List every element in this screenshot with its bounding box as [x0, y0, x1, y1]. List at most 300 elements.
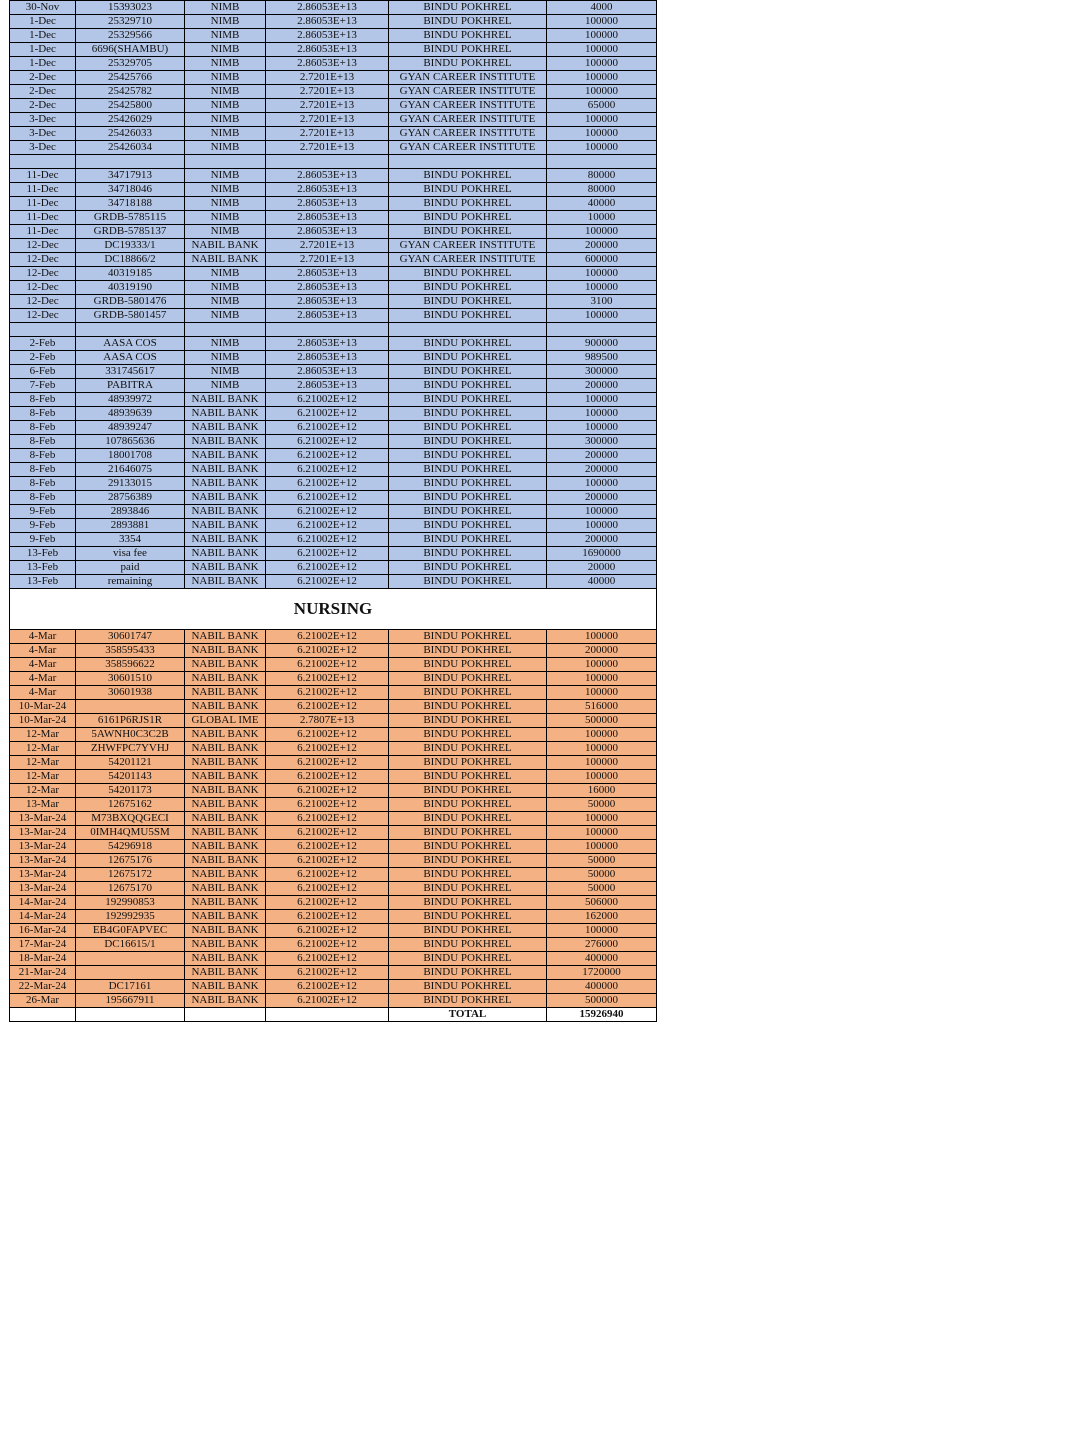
amount-cell: 100000: [547, 505, 657, 519]
bank-cell: NABIL BANK: [185, 449, 266, 463]
name-cell: BINDU POKHREL: [389, 547, 547, 561]
account-cell: 6.21002E+12: [266, 952, 389, 966]
table-row: [10, 99, 657, 113]
reference-cell: 331745617: [76, 365, 185, 379]
account-cell: 6.21002E+12: [266, 938, 389, 952]
account-cell: 6.21002E+12: [266, 756, 389, 770]
account-cell: 6.21002E+12: [266, 561, 389, 575]
date-cell: 17-Mar-24: [10, 938, 76, 952]
account-cell: 2.86053E+13: [266, 365, 389, 379]
reference-cell: 2893846: [76, 505, 185, 519]
account-cell: 2.86053E+13: [266, 169, 389, 183]
amount-cell: 100000: [547, 826, 657, 840]
bank-cell: NABIL BANK: [185, 770, 266, 784]
name-cell: BINDU POKHREL: [389, 463, 547, 477]
reference-cell: 5AWNH0C3C2B: [76, 728, 185, 742]
account-cell: 6.21002E+12: [266, 700, 389, 714]
bank-cell: NABIL BANK: [185, 700, 266, 714]
name-cell: BINDU POKHREL: [389, 728, 547, 742]
amount-cell: 989500: [547, 351, 657, 365]
reference-cell: 21646075: [76, 463, 185, 477]
account-cell: 6.21002E+12: [266, 840, 389, 854]
account-cell: 6.21002E+12: [266, 644, 389, 658]
name-cell: BINDU POKHREL: [389, 714, 547, 728]
amount-cell: [547, 155, 657, 169]
table-row: [10, 924, 657, 938]
account-cell: 6.21002E+12: [266, 672, 389, 686]
name-cell: BINDU POKHREL: [389, 938, 547, 952]
table-row: [10, 644, 657, 658]
date-cell: 4-Mar: [10, 672, 76, 686]
account-cell: 2.7201E+13: [266, 71, 389, 85]
reference-cell: 48939972: [76, 393, 185, 407]
reference-cell: 34717913: [76, 169, 185, 183]
section-heading-row: [10, 589, 657, 630]
table-row: [10, 449, 657, 463]
bank-cell: NABIL BANK: [185, 812, 266, 826]
bank-cell: NIMB: [185, 295, 266, 309]
reference-cell: 25426034: [76, 141, 185, 155]
amount-cell: 100000: [547, 15, 657, 29]
table-row: [10, 910, 657, 924]
amount-cell: 100000: [547, 672, 657, 686]
date-cell: 3-Dec: [10, 113, 76, 127]
bank-cell: NABIL BANK: [185, 672, 266, 686]
table-row: [10, 686, 657, 700]
reference-cell: AASA COS: [76, 351, 185, 365]
table-row: [10, 421, 657, 435]
date-cell: 21-Mar-24: [10, 966, 76, 980]
name-cell: BINDU POKHREL: [389, 29, 547, 43]
reference-cell: [76, 700, 185, 714]
bank-cell: NIMB: [185, 225, 266, 239]
table-row: [10, 770, 657, 784]
bank-cell: NABIL BANK: [185, 253, 266, 267]
bank-cell: NIMB: [185, 1, 266, 15]
table-row: [10, 1, 657, 15]
amount-cell: 100000: [547, 840, 657, 854]
name-cell: BINDU POKHREL: [389, 449, 547, 463]
date-cell: 12-Dec: [10, 253, 76, 267]
date-cell: 1-Dec: [10, 15, 76, 29]
name-cell: GYAN CAREER INSTITUTE: [389, 71, 547, 85]
amount-cell: 900000: [547, 337, 657, 351]
name-cell: BINDU POKHREL: [389, 868, 547, 882]
bank-cell: NABIL BANK: [185, 756, 266, 770]
name-cell: GYAN CAREER INSTITUTE: [389, 253, 547, 267]
amount-cell: 500000: [547, 714, 657, 728]
bank-cell: [185, 155, 266, 169]
date-cell: 2-Feb: [10, 337, 76, 351]
bank-cell: NABIL BANK: [185, 547, 266, 561]
name-cell: GYAN CAREER INSTITUTE: [389, 239, 547, 253]
table-row: [10, 952, 657, 966]
table-row: [10, 966, 657, 980]
name-cell: BINDU POKHREL: [389, 43, 547, 57]
reference-cell: [76, 966, 185, 980]
account-cell: 2.86053E+13: [266, 225, 389, 239]
amount-cell: 100000: [547, 309, 657, 323]
table-row: [10, 826, 657, 840]
account-cell: 2.7201E+13: [266, 113, 389, 127]
account-cell: 6.21002E+12: [266, 491, 389, 505]
name-cell: BINDU POKHREL: [389, 505, 547, 519]
bank-cell: NABIL BANK: [185, 784, 266, 798]
reference-cell: 192992935: [76, 910, 185, 924]
account-cell: 6.21002E+12: [266, 519, 389, 533]
reference-cell: 34718046: [76, 183, 185, 197]
table-row: [10, 169, 657, 183]
account-cell: 6.21002E+12: [266, 882, 389, 896]
account-cell: 2.86053E+13: [266, 295, 389, 309]
bank-cell: NABIL BANK: [185, 491, 266, 505]
name-cell: BINDU POKHREL: [389, 630, 547, 644]
date-cell: 12-Dec: [10, 281, 76, 295]
amount-cell: 400000: [547, 952, 657, 966]
name-cell: BINDU POKHREL: [389, 798, 547, 812]
account-cell: 2.7201E+13: [266, 85, 389, 99]
bank-cell: NIMB: [185, 15, 266, 29]
name-cell: BINDU POKHREL: [389, 351, 547, 365]
amount-cell: 100000: [547, 113, 657, 127]
bank-cell: NIMB: [185, 211, 266, 225]
amount-cell: [547, 323, 657, 337]
amount-cell: 100000: [547, 658, 657, 672]
name-cell: BINDU POKHREL: [389, 994, 547, 1008]
account-cell: 2.7201E+13: [266, 141, 389, 155]
date-cell: 8-Feb: [10, 407, 76, 421]
reference-cell: 40319185: [76, 267, 185, 281]
amount-cell: 500000: [547, 994, 657, 1008]
name-cell: BINDU POKHREL: [389, 700, 547, 714]
reference-cell: remaining: [76, 575, 185, 589]
amount-cell: 100000: [547, 519, 657, 533]
bank-cell: NABIL BANK: [185, 505, 266, 519]
table-row: [10, 840, 657, 854]
bank-cell: NABIL BANK: [185, 840, 266, 854]
date-cell: 9-Feb: [10, 505, 76, 519]
table-row: [10, 896, 657, 910]
amount-cell: 10000: [547, 211, 657, 225]
account-cell: 2.7807E+13: [266, 714, 389, 728]
reference-cell: M73BXQQGECI: [76, 812, 185, 826]
reference-cell: 358596622: [76, 658, 185, 672]
amount-cell: 4000: [547, 1, 657, 15]
date-cell: 8-Feb: [10, 393, 76, 407]
date-cell: 1-Dec: [10, 57, 76, 71]
spacer-row: [10, 323, 657, 337]
date-cell: 2-Dec: [10, 99, 76, 113]
amount-cell: 200000: [547, 644, 657, 658]
reference-cell: 30601747: [76, 630, 185, 644]
reference-cell: 195667911: [76, 994, 185, 1008]
account-cell: 6.21002E+12: [266, 742, 389, 756]
reference-cell: DC17161: [76, 980, 185, 994]
reference-cell: 25329710: [76, 15, 185, 29]
name-cell: BINDU POKHREL: [389, 421, 547, 435]
name-cell: BINDU POKHREL: [389, 910, 547, 924]
account-cell: 2.86053E+13: [266, 211, 389, 225]
date-cell: 11-Dec: [10, 169, 76, 183]
date-cell: 8-Feb: [10, 491, 76, 505]
amount-cell: 100000: [547, 477, 657, 491]
empty-cell: [76, 1008, 185, 1022]
name-cell: BINDU POKHREL: [389, 477, 547, 491]
reference-cell: 6161P6RJS1R: [76, 714, 185, 728]
amount-cell: 3100: [547, 295, 657, 309]
account-cell: 6.21002E+12: [266, 826, 389, 840]
reference-cell: 25426029: [76, 113, 185, 127]
table-body: [10, 1, 657, 1022]
amount-cell: 80000: [547, 183, 657, 197]
date-cell: 9-Feb: [10, 533, 76, 547]
account-cell: 6.21002E+12: [266, 547, 389, 561]
table-row: [10, 379, 657, 393]
account-cell: 2.86053E+13: [266, 43, 389, 57]
date-cell: 14-Mar-24: [10, 896, 76, 910]
bank-cell: NIMB: [185, 71, 266, 85]
date-cell: 11-Dec: [10, 211, 76, 225]
date-cell: 13-Mar-24: [10, 826, 76, 840]
reference-cell: GRDB-5785115: [76, 211, 185, 225]
reference-cell: GRDB-5801457: [76, 309, 185, 323]
table-row: [10, 197, 657, 211]
amount-cell: 200000: [547, 239, 657, 253]
account-cell: 6.21002E+12: [266, 924, 389, 938]
name-cell: BINDU POKHREL: [389, 491, 547, 505]
name-cell: BINDU POKHREL: [389, 882, 547, 896]
account-cell: 6.21002E+12: [266, 868, 389, 882]
table-row: [10, 672, 657, 686]
amount-cell: 100000: [547, 812, 657, 826]
date-cell: [10, 155, 76, 169]
table-row: [10, 700, 657, 714]
name-cell: BINDU POKHREL: [389, 756, 547, 770]
bank-cell: NABIL BANK: [185, 533, 266, 547]
table-row: [10, 784, 657, 798]
bank-cell: NABIL BANK: [185, 868, 266, 882]
table-row: [10, 477, 657, 491]
table-row: [10, 519, 657, 533]
date-cell: 11-Dec: [10, 197, 76, 211]
name-cell: BINDU POKHREL: [389, 519, 547, 533]
date-cell: 2-Dec: [10, 85, 76, 99]
account-cell: 2.86053E+13: [266, 197, 389, 211]
account-cell: 6.21002E+12: [266, 994, 389, 1008]
table-row: [10, 882, 657, 896]
bank-cell: NABIL BANK: [185, 644, 266, 658]
date-cell: 3-Dec: [10, 127, 76, 141]
table-row: [10, 812, 657, 826]
date-cell: 6-Feb: [10, 365, 76, 379]
bank-cell: NABIL BANK: [185, 980, 266, 994]
date-cell: 30-Nov: [10, 1, 76, 15]
bank-cell: NABIL BANK: [185, 910, 266, 924]
account-cell: 2.86053E+13: [266, 281, 389, 295]
table-row: [10, 658, 657, 672]
date-cell: 13-Mar-24: [10, 882, 76, 896]
bank-cell: NABIL BANK: [185, 994, 266, 1008]
reference-cell: 29133015: [76, 477, 185, 491]
date-cell: 13-Feb: [10, 575, 76, 589]
table-row: [10, 267, 657, 281]
reference-cell: 18001708: [76, 449, 185, 463]
bank-cell: NABIL BANK: [185, 575, 266, 589]
reference-cell: 358595433: [76, 644, 185, 658]
amount-cell: 100000: [547, 225, 657, 239]
date-cell: 12-Mar: [10, 784, 76, 798]
amount-cell: 200000: [547, 533, 657, 547]
reference-cell: 54201143: [76, 770, 185, 784]
name-cell: BINDU POKHREL: [389, 896, 547, 910]
reference-cell: DC18866/2: [76, 253, 185, 267]
date-cell: 13-Mar-24: [10, 812, 76, 826]
name-cell: BINDU POKHREL: [389, 575, 547, 589]
account-cell: 6.21002E+12: [266, 784, 389, 798]
name-cell: BINDU POKHREL: [389, 309, 547, 323]
bank-cell: NABIL BANK: [185, 407, 266, 421]
account-cell: 6.21002E+12: [266, 812, 389, 826]
date-cell: 10-Mar-24: [10, 700, 76, 714]
bank-cell: NABIL BANK: [185, 924, 266, 938]
amount-cell: 100000: [547, 770, 657, 784]
name-cell: BINDU POKHREL: [389, 225, 547, 239]
name-cell: BINDU POKHREL: [389, 197, 547, 211]
date-cell: 13-Feb: [10, 561, 76, 575]
account-cell: 6.21002E+12: [266, 980, 389, 994]
amount-cell: 100000: [547, 57, 657, 71]
table-row: [10, 211, 657, 225]
date-cell: 26-Mar: [10, 994, 76, 1008]
name-cell: BINDU POKHREL: [389, 812, 547, 826]
table-row: [10, 85, 657, 99]
reference-cell: 2893881: [76, 519, 185, 533]
date-cell: 12-Mar: [10, 770, 76, 784]
reference-cell: 25425800: [76, 99, 185, 113]
name-cell: GYAN CAREER INSTITUTE: [389, 141, 547, 155]
bank-cell: NIMB: [185, 351, 266, 365]
table-row: [10, 868, 657, 882]
name-cell: BINDU POKHREL: [389, 840, 547, 854]
account-cell: 6.21002E+12: [266, 896, 389, 910]
name-cell: GYAN CAREER INSTITUTE: [389, 85, 547, 99]
amount-cell: 100000: [547, 407, 657, 421]
amount-cell: 300000: [547, 365, 657, 379]
date-cell: 12-Dec: [10, 309, 76, 323]
date-cell: 4-Mar: [10, 658, 76, 672]
total-label: TOTAL: [389, 1008, 547, 1022]
name-cell: BINDU POKHREL: [389, 267, 547, 281]
date-cell: 16-Mar-24: [10, 924, 76, 938]
bank-cell: NABIL BANK: [185, 896, 266, 910]
total-amount: 15926940: [547, 1008, 657, 1022]
reference-cell: 54201173: [76, 784, 185, 798]
account-cell: [266, 323, 389, 337]
reference-cell: 12675162: [76, 798, 185, 812]
table-row: [10, 435, 657, 449]
reference-cell: DC19333/1: [76, 239, 185, 253]
table-row: [10, 491, 657, 505]
name-cell: BINDU POKHREL: [389, 770, 547, 784]
date-cell: 8-Feb: [10, 449, 76, 463]
account-cell: 2.86053E+13: [266, 337, 389, 351]
date-cell: 8-Feb: [10, 463, 76, 477]
bank-cell: NABIL BANK: [185, 239, 266, 253]
reference-cell: GRDB-5801476: [76, 295, 185, 309]
bank-cell: NIMB: [185, 365, 266, 379]
name-cell: BINDU POKHREL: [389, 1, 547, 15]
table-row: [10, 533, 657, 547]
table-row: [10, 15, 657, 29]
account-cell: 2.86053E+13: [266, 267, 389, 281]
amount-cell: 100000: [547, 756, 657, 770]
amount-cell: 200000: [547, 379, 657, 393]
date-cell: 12-Mar: [10, 756, 76, 770]
name-cell: BINDU POKHREL: [389, 15, 547, 29]
amount-cell: 400000: [547, 980, 657, 994]
date-cell: 18-Mar-24: [10, 952, 76, 966]
account-cell: 2.7201E+13: [266, 239, 389, 253]
bank-cell: NIMB: [185, 127, 266, 141]
reference-cell: 54296918: [76, 840, 185, 854]
reference-cell: 40319190: [76, 281, 185, 295]
table-row: [10, 113, 657, 127]
table-row: [10, 854, 657, 868]
bank-cell: NABIL BANK: [185, 854, 266, 868]
account-cell: 6.21002E+12: [266, 910, 389, 924]
amount-cell: 50000: [547, 854, 657, 868]
account-cell: 2.7201E+13: [266, 99, 389, 113]
table-row: [10, 239, 657, 253]
date-cell: 2-Dec: [10, 71, 76, 85]
bank-cell: NABIL BANK: [185, 463, 266, 477]
date-cell: 4-Mar: [10, 630, 76, 644]
reference-cell: 12675170: [76, 882, 185, 896]
bank-cell: NIMB: [185, 197, 266, 211]
bank-cell: NABIL BANK: [185, 966, 266, 980]
amount-cell: 100000: [547, 141, 657, 155]
table-row: [10, 561, 657, 575]
amount-cell: 20000: [547, 561, 657, 575]
amount-cell: 200000: [547, 491, 657, 505]
bank-cell: NIMB: [185, 113, 266, 127]
reference-cell: [76, 323, 185, 337]
name-cell: BINDU POKHREL: [389, 183, 547, 197]
table-row: [10, 351, 657, 365]
account-cell: 6.21002E+12: [266, 533, 389, 547]
date-cell: 8-Feb: [10, 477, 76, 491]
name-cell: BINDU POKHREL: [389, 924, 547, 938]
account-cell: 6.21002E+12: [266, 421, 389, 435]
reference-cell: 48939639: [76, 407, 185, 421]
reference-cell: 48939247: [76, 421, 185, 435]
name-cell: BINDU POKHREL: [389, 742, 547, 756]
bank-cell: NABIL BANK: [185, 952, 266, 966]
date-cell: 22-Mar-24: [10, 980, 76, 994]
reference-cell: 25426033: [76, 127, 185, 141]
bank-cell: NABIL BANK: [185, 519, 266, 533]
table-row: [10, 253, 657, 267]
account-cell: 6.21002E+12: [266, 854, 389, 868]
account-cell: 2.86053E+13: [266, 183, 389, 197]
date-cell: 12-Mar: [10, 728, 76, 742]
date-cell: 13-Mar-24: [10, 868, 76, 882]
table-row: [10, 980, 657, 994]
reference-cell: PABITRA: [76, 379, 185, 393]
table-row: [10, 742, 657, 756]
bank-cell: NIMB: [185, 85, 266, 99]
amount-cell: 516000: [547, 700, 657, 714]
